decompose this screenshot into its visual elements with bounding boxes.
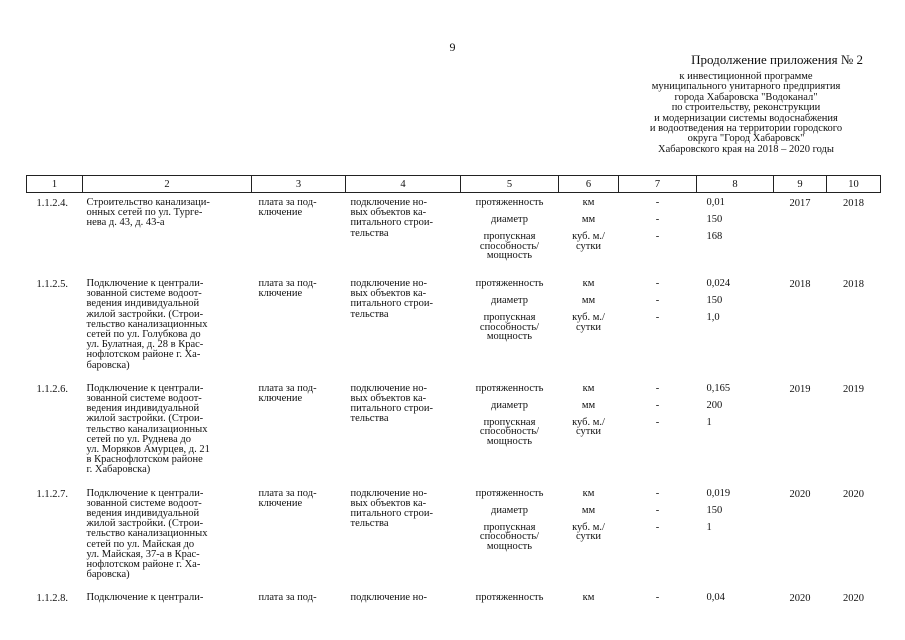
indicator-col7: -	[655, 197, 660, 208]
funding-source: плата за под- ключение	[258, 382, 317, 405]
start-year: 2019	[789, 383, 811, 395]
end-year: 2020	[843, 593, 864, 605]
subtitle-line: округа "Город Хабаровск"	[687, 133, 805, 145]
item-number: 1.1.2.6.	[36, 383, 68, 395]
end-year: 2018	[843, 279, 864, 290]
indicator-value: 0,165	[706, 382, 731, 394]
table-row	[27, 484, 881, 589]
column-header: 10	[827, 176, 881, 193]
indicator-col7: -	[655, 382, 660, 394]
indicator-unit: мм	[581, 295, 596, 306]
table-body	[27, 193, 881, 611]
indicator-name: пропускная способность/ мощность	[479, 231, 540, 262]
indicator-name: диаметр	[491, 295, 528, 306]
item-purpose: подключение но-	[350, 592, 428, 604]
investment-table	[26, 175, 881, 610]
column-header: 2	[83, 176, 252, 193]
subtitle-line: и водоотведения на территории городского	[649, 123, 843, 135]
item-purpose: подключение но- вых объектов ка- питального строи- тельства	[350, 278, 434, 320]
indicator-name: пропускная способность/ мощность	[479, 416, 540, 448]
column-header: 7	[619, 176, 697, 193]
indicator-name: протяженность	[475, 197, 544, 208]
indicator-col7: -	[655, 399, 660, 411]
end-year: 2020	[843, 488, 864, 500]
table-row	[27, 379, 881, 484]
table-row	[27, 193, 881, 275]
indicator-col7: -	[655, 278, 660, 289]
indicator-col7: -	[655, 312, 660, 323]
indicator-value: 0,01	[706, 197, 725, 208]
indicator-col7: -	[655, 487, 660, 499]
indicator-col7: -	[655, 521, 660, 533]
indicator-unit: км	[582, 278, 595, 289]
subtitle-line: к инвестиционной программе	[679, 71, 813, 82]
indicator-unit: км	[582, 197, 595, 208]
column-number-row	[27, 176, 881, 193]
indicator-value: 0,04	[706, 592, 725, 604]
item-number: 1.1.2.4.	[36, 198, 68, 209]
indicator-col7: -	[655, 504, 660, 516]
subtitle-line: города Хабаровска "Водоканал"	[674, 91, 818, 103]
indicator-unit: км	[582, 487, 595, 499]
item-name: Строительство канализаци- онных сетей по ул. Турге- нева д. 43, д. 43-а	[86, 197, 210, 229]
column-header: 3	[252, 176, 346, 193]
start-year: 2020	[789, 488, 811, 500]
indicator-unit: куб. м./ сутки	[572, 312, 605, 333]
subtitle-line: муниципального унитарного предприятия	[651, 81, 841, 93]
item-number: 1.1.2.8.	[36, 593, 68, 605]
indicator-value: 200	[706, 399, 723, 411]
indicator-name: пропускная способность/ мощность	[479, 312, 540, 343]
indicator-name: протяженность	[475, 487, 544, 499]
funding-source: плата за под- ключение	[258, 278, 317, 300]
indicator-value: 1	[706, 416, 712, 428]
indicator-unit: куб. м./ сутки	[572, 231, 605, 252]
indicator-unit: мм	[581, 504, 596, 516]
item-number: 1.1.2.5.	[36, 279, 68, 290]
indicator-unit: км	[582, 382, 595, 394]
funding-source: плата за под-	[258, 592, 317, 604]
subtitle-line: Хабаровского края на 2018 – 2020 годы	[658, 143, 834, 155]
indicator-unit: куб. м./ сутки	[572, 416, 605, 438]
item-number: 1.1.2.7.	[36, 488, 68, 500]
item-name: Подключение к централи- зованной системе водоот- ведения индивидуальной жилой застройки. (Строи- тельство канализационных сетей по ул. Голубкова до ул. Булатная, д. 28 в Крас- нофлотском районе г. Ха- баровска)	[86, 278, 208, 371]
indicator-value: 150	[706, 295, 723, 306]
column-header: 5	[461, 176, 559, 193]
appendix-subtitle	[600, 72, 892, 155]
indicator-value: 1,0	[706, 312, 720, 323]
end-year: 2018	[843, 198, 864, 209]
item-purpose: подключение но- вых объектов ка- питального строи- тельства	[350, 487, 434, 530]
indicator-col7: -	[655, 231, 660, 242]
end-year: 2019	[843, 383, 864, 395]
subtitle-line: и модернизации системы водоснабжения	[654, 112, 838, 124]
indicator-value: 0,019	[706, 487, 731, 499]
indicator-unit: мм	[581, 399, 596, 411]
column-header: 6	[559, 176, 619, 193]
indicator-name: пропускная способность/ мощность	[479, 521, 540, 552]
indicator-name: диаметр	[491, 399, 528, 411]
item-purpose: подключение но- вых объектов ка- питального строи- тельства	[350, 197, 434, 239]
column-header: 1	[27, 176, 83, 193]
column-header: 8	[697, 176, 774, 193]
item-name: Подключение к централи-	[86, 592, 204, 604]
indicator-col7: -	[655, 416, 660, 428]
start-year: 2020	[789, 593, 811, 605]
page-number: 9	[449, 40, 456, 54]
indicator-value: 150	[706, 214, 723, 225]
indicator-name: протяженность	[475, 382, 544, 394]
table-row	[27, 588, 881, 610]
indicator-name: диаметр	[491, 214, 528, 225]
start-year: 2017	[789, 198, 811, 209]
item-purpose: подключение но- вых объектов ка- питального строи- тельства	[350, 382, 434, 425]
indicator-value: 1	[706, 521, 712, 533]
item-name: Подключение к централи- зованной системе водоот- ведения индивидуальной жилой застройки. (Строи- тельство канализационных сетей по ул. Руднева до ул. Моряков Амурцев, д. 21 в Краснофлотском районе г. Хабаровска)	[86, 382, 210, 476]
indicator-unit: куб. м./ сутки	[572, 521, 605, 543]
indicator-value: 0,024	[706, 278, 731, 289]
indicator-unit: мм	[581, 214, 596, 225]
indicator-unit: км	[582, 592, 595, 604]
indicator-col7: -	[655, 214, 660, 225]
item-name: Подключение к централи- зованной системе водоот- ведения индивидуальной жилой застройки. (Строи- тельство канализационных сетей по ул. Майская до ул. Майская, 37-а в Крас- нофлотском районе г. Ха- баровска)	[86, 487, 208, 581]
start-year: 2018	[789, 279, 811, 290]
subtitle-line: по строительству, реконструкции	[671, 102, 821, 114]
indicator-value: 150	[706, 504, 723, 516]
indicator-name: протяженность	[475, 592, 544, 604]
indicator-name: протяженность	[475, 278, 544, 289]
column-header: 9	[774, 176, 827, 193]
funding-source: плата за под- ключение	[258, 487, 317, 509]
indicator-name: диаметр	[491, 504, 528, 516]
appendix-title: Продолжение приложения № 2	[691, 52, 863, 67]
table-row	[27, 274, 881, 379]
funding-source: плата за под- ключение	[258, 197, 317, 219]
indicator-value: 168	[706, 231, 723, 242]
indicator-col7: -	[655, 295, 660, 306]
column-header: 4	[346, 176, 461, 193]
indicator-col7: -	[655, 592, 660, 604]
